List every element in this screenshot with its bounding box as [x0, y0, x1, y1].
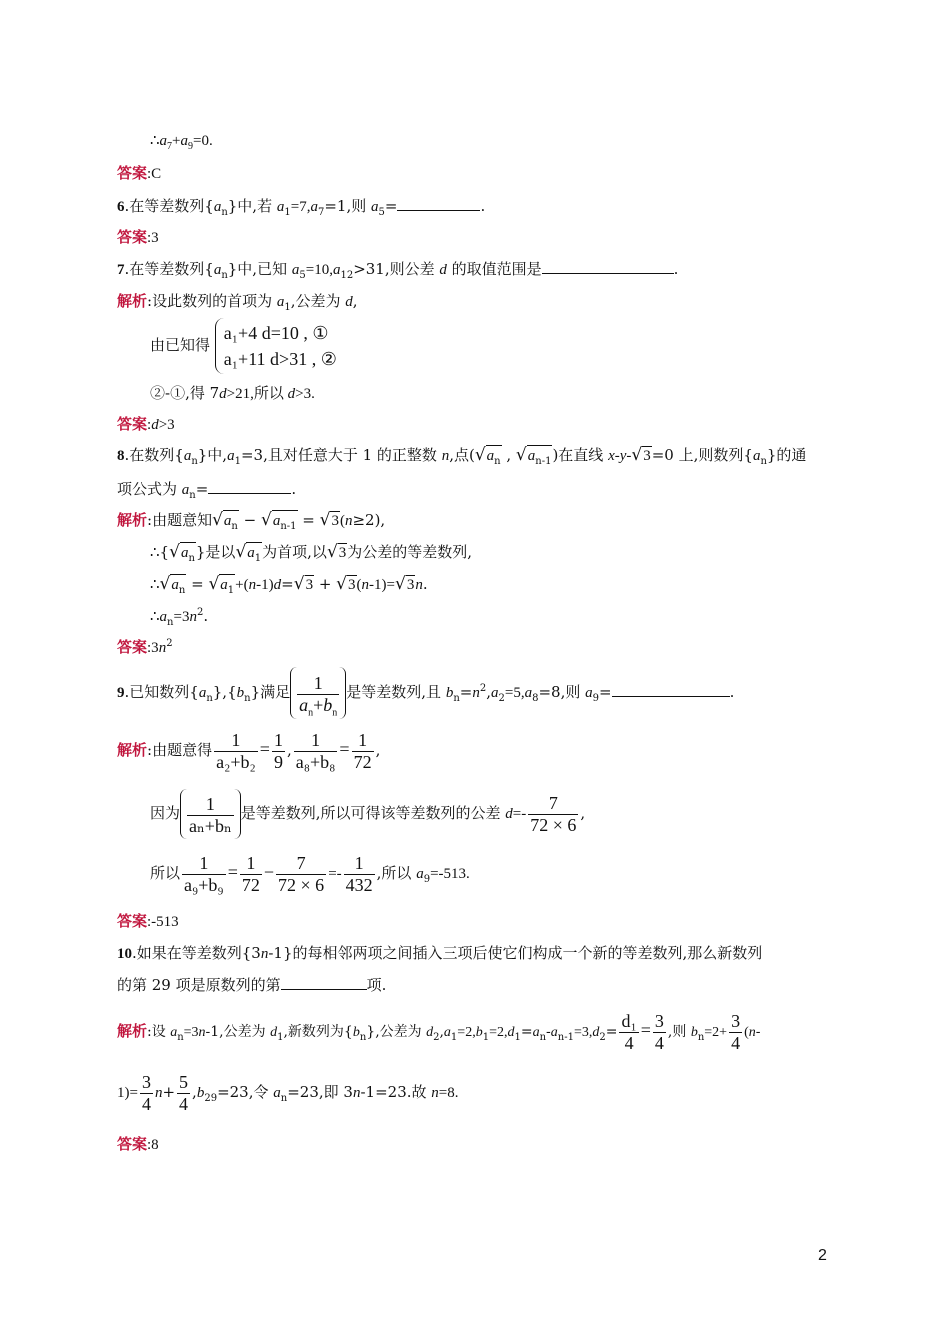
- brace-system: [215, 318, 337, 374]
- question-number: 6: [117, 199, 125, 215]
- question-number: 8: [117, 448, 125, 464]
- solution-label: 解析: [117, 511, 148, 529]
- solution-line: 所以 $\frac{1}{\text{a₉+b₉}}$ = $\frac{1}{72}$ − $\frac{7}{72 \times 6}$ =- $\frac{1}{432}$ ,所以 $a_9=-513$.: [150, 852, 470, 895]
- answer-label: 答案: [117, 638, 148, 656]
- page-number: 2: [818, 1247, 827, 1264]
- solution-label: 解析: [117, 292, 148, 310]
- question-10: 10.如果在等差数列{3n-1}的每相邻两项之间插入三项后使它们构成一个新的等差数列,那么新数列: [117, 944, 763, 962]
- solution-line: 1)= $\frac{3}{4}$ n+ $\frac{5}{4}$ $,b_{29}=23$,令 $a_n=23$,即 3n-1=23.故 n=8.: [117, 1071, 459, 1114]
- solution-line: $\therefore a_n=3n^2$.: [150, 607, 209, 628]
- answer-line: 答案:8: [117, 1135, 159, 1153]
- answer-label: 答案: [117, 415, 148, 433]
- solution-line: $\therefore a_7+a_9=0$.: [150, 133, 213, 152]
- question-number: 9: [117, 685, 125, 701]
- equation-system: 由已知得 a₁+4 d=10 , ① a₁+11 d>31 , ②: [150, 317, 337, 374]
- solution-label: 解析: [117, 1022, 148, 1040]
- sequence-braces: $\frac{1}{\text{aₙ+bₙ}}$: [180, 789, 241, 839]
- answer-blank: [281, 975, 367, 990]
- answer-blank: [208, 479, 291, 494]
- answer-line: 答案:-513: [117, 912, 179, 930]
- equation-2: a₁+11 d>31 , ②: [223, 349, 337, 369]
- answer-line: 答案:3: [117, 228, 159, 246]
- answer-blank: [397, 196, 480, 211]
- equation-1: a₁+4 d=10 , ①: [223, 323, 329, 343]
- question-8-line-2: 项公式为 $a_n=$ .: [117, 480, 297, 501]
- question-number: 7: [117, 262, 125, 278]
- solution-line: $\therefore√a_n = √a_1+(n-1)d=√3 + √3(n-1)=√3n$.: [150, 574, 428, 596]
- question-8: 8.在数列$\{a_n\}$中$,a_1=3$,且对任意大于 1 的正整数 n,点($√a_n$ , $√a_{n-1}$)在直线 x-y-√3=0 上,则数列$\{a_n\}$的通: [117, 445, 807, 467]
- question-7: 7.在等差数列$\{a_n\}$中,已知 $a_5=10,a_{12}>31$,则公差 d 的取值范围是 .: [117, 260, 679, 281]
- question-9: 9.已知数列$\{a_n\},\{b_n\}$满足 $\frac{1}{a_n+b_n}$ 是等差数列,且 $b_n=n^2,a_2=5,a_8=8$,则 $a_9=$ .: [117, 666, 734, 719]
- answer-label: 答案: [117, 228, 148, 246]
- question-10-line-2: 的第 29 项是原数列的第 项.: [117, 976, 387, 994]
- solution-line: 因为 $\frac{1}{\text{aₙ+bₙ}}$ 是等差数列,所以可得该等差数列的公差 d=- $\frac{7}{72 \times 6}$ ,: [150, 788, 585, 839]
- solution-line: 解析:设 $a_n=3n-1$,公差为 $d_1$,新数列为$\{b_n\}$,公差为 $d_2,a_1=2,b_1=2,d_1=a_n-a_{n-1}=3,d_2=$ $\frac{\text{d₁}}{4}$ = $\frac{3}{4}$ ,则 $b_n=2+$ $\frac{3}{4}$ (n-: [117, 1010, 761, 1053]
- sequence-braces: $\frac{1}{a_n+b_n}$: [290, 667, 346, 719]
- answer-label: 答案: [117, 912, 148, 930]
- solution-line: $\therefore\{√a_n\}$是以$√a_1$为首项,以√3为公差的等差数列,: [150, 542, 473, 564]
- answer-line: 答案$:3n^2$: [117, 638, 173, 656]
- answer-blank: [612, 682, 730, 697]
- answer-label: 答案: [117, 164, 148, 182]
- solution-line: 解析:由题意得 $\frac{1}{\text{a₂+b₂}}$ = $\frac{1}{9}$ , $\frac{1}{\text{a₈+b₈}}$ = $\frac{1}{72}$ ,: [117, 729, 381, 772]
- question-number: 10: [117, 946, 132, 962]
- solution-line: ②-①,得 7d>21,所以 d>3.: [150, 384, 315, 402]
- question-6: 6.在等差数列$\{a_n\}$中,若 $a_1=7,a_7=1$,则 $a_5=$ .: [117, 197, 486, 218]
- answer-label: 答案: [117, 1135, 148, 1153]
- answer-line: 答案:d>3: [117, 415, 175, 433]
- solution-line: 解析:设此数列的首项为 $a_1$,公差为 d,: [117, 292, 358, 313]
- answer-line: 答案:C: [117, 164, 162, 182]
- answer-blank: [542, 259, 674, 274]
- solution-label: 解析: [117, 741, 148, 759]
- solution-line: 解析:由题意知$√a_n - √a_{n-1} = √3(n\ge 2)$,: [117, 510, 386, 532]
- therefore-symbol: ∴: [150, 133, 160, 149]
